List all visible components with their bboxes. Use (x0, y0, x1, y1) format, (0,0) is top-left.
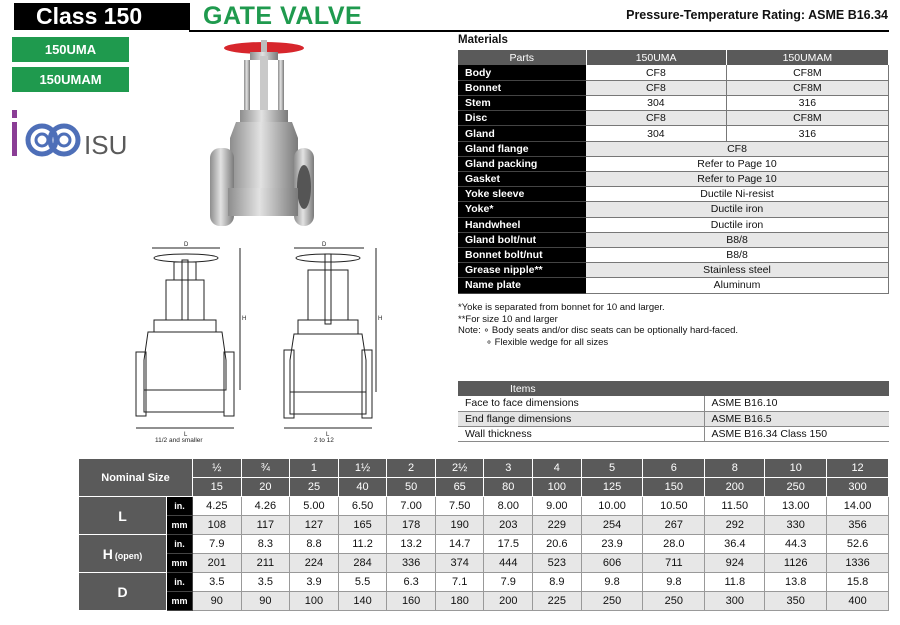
svg-text:ISU: ISU (84, 130, 128, 160)
dim-value-mm: 211 (241, 554, 290, 573)
dim-label-text: D (117, 583, 128, 600)
material-value: Refer to Page 10 (586, 172, 889, 187)
materials-row (458, 80, 889, 95)
material-150uma: CF8 (586, 80, 726, 95)
size-in: 1½ (338, 459, 387, 478)
dim-value-mm: 711 (643, 554, 705, 573)
dim-value-mm: 160 (387, 592, 436, 611)
part-name: Gland bolt/nut (458, 232, 586, 247)
part-name: Bonnet bolt/nut (458, 247, 586, 262)
dim-label-text: L (118, 507, 127, 524)
unit-mm: mm (167, 516, 193, 535)
dim-value-in: 4.25 (193, 497, 242, 516)
size-row-mm (79, 478, 889, 497)
materials-row (458, 156, 889, 171)
dim-value-in: 28.0 (643, 535, 705, 554)
dim-value-mm: 229 (533, 516, 582, 535)
dim-row-mm (79, 516, 889, 535)
standard-value: ASME B16.5 (704, 411, 889, 426)
unit-mm: mm (167, 592, 193, 611)
dim-value-in: 14.00 (827, 497, 889, 516)
dim-label-suffix: (open) (114, 550, 143, 561)
dim-value-mm: 90 (193, 592, 242, 611)
material-value: Ductile iron (586, 217, 889, 232)
col-150uma: 150UMA (586, 50, 726, 65)
material-value: Ductile Ni-resist (586, 187, 889, 202)
model-badge-150uma: 150UMA (12, 37, 129, 62)
size-in: 3 (484, 459, 533, 478)
svg-text:L: L (326, 432, 330, 438)
dim-value-in: 20.6 (533, 535, 582, 554)
size-row-in (79, 459, 889, 478)
dim-value-in: 7.9 (193, 535, 242, 554)
material-value: Refer to Page 10 (586, 156, 889, 171)
note-grease: **For size 10 and larger (458, 313, 558, 325)
part-name: Grease nipple** (458, 263, 586, 278)
material-150umam: CF8M (726, 111, 888, 126)
caption-large-sizes: 2 to 12 (314, 437, 334, 444)
class-label: Class 150 (14, 3, 190, 30)
col-150umam: 150UMAM (726, 50, 888, 65)
dim-value-mm: 374 (435, 554, 484, 573)
svg-text:L: L (184, 432, 188, 438)
materials-row (458, 111, 889, 126)
dim-value-mm: 924 (705, 554, 765, 573)
part-name: Gasket (458, 172, 586, 187)
dim-value-in: 7.9 (484, 573, 533, 592)
dim-value-mm: 203 (484, 516, 533, 535)
standard-value: ASME B16.10 (704, 396, 889, 411)
dim-value-in: 9.8 (581, 573, 643, 592)
items-header: Items (458, 381, 889, 396)
materials-title: Materials (458, 34, 508, 46)
materials-row (458, 202, 889, 217)
dim-value-mm: 180 (435, 592, 484, 611)
dim-value-mm: 606 (581, 554, 643, 573)
dim-value-in: 9.00 (533, 497, 582, 516)
dim-value-mm: 90 (241, 592, 290, 611)
dim-label-text: H (102, 545, 113, 562)
materials-row (458, 96, 889, 111)
dim-value-in: 5.5 (338, 573, 387, 592)
dim-value-in: 3.9 (290, 573, 339, 592)
size-in: 6 (643, 459, 705, 478)
materials-row (458, 172, 889, 187)
size-in: 4 (533, 459, 582, 478)
dim-value-mm: 201 (193, 554, 242, 573)
product-title: GATE VALVE (203, 2, 363, 30)
materials-row (458, 278, 889, 293)
material-150uma: 304 (586, 96, 726, 111)
size-in: 2 (387, 459, 436, 478)
part-name: Gland packing (458, 156, 586, 171)
dim-value-mm: 108 (193, 516, 242, 535)
size-in: 5 (581, 459, 643, 478)
part-name: Gland flange (458, 141, 586, 156)
part-name: Disc (458, 111, 586, 126)
size-mm: 250 (765, 478, 827, 497)
size-in: 1 (290, 459, 339, 478)
materials-row (458, 141, 889, 156)
header-divider (189, 30, 889, 32)
standards-row (458, 411, 889, 426)
material-150umam: 316 (726, 126, 888, 141)
dim-label (79, 535, 167, 573)
size-in: 12 (827, 459, 889, 478)
material-value: Ductile iron (586, 202, 889, 217)
dim-value-mm: 267 (643, 516, 705, 535)
dim-label (79, 497, 167, 535)
materials-row (458, 187, 889, 202)
size-mm: 200 (705, 478, 765, 497)
dim-row-in (79, 573, 889, 592)
isu-logo (8, 102, 148, 162)
material-value: B8/8 (586, 247, 889, 262)
size-mm: 300 (827, 478, 889, 497)
dim-value-in: 8.9 (533, 573, 582, 592)
materials-row (458, 65, 889, 80)
dim-value-mm: 356 (827, 516, 889, 535)
size-in: 8 (705, 459, 765, 478)
dim-value-mm: 250 (643, 592, 705, 611)
dim-value-mm: 336 (387, 554, 436, 573)
dim-value-mm: 140 (338, 592, 387, 611)
standard-item: End flange dimensions (458, 411, 704, 426)
dim-value-mm: 250 (581, 592, 643, 611)
part-name: Yoke sleeve (458, 187, 586, 202)
size-mm: 15 (193, 478, 242, 497)
material-value: Aluminum (586, 278, 889, 293)
materials-row (458, 247, 889, 262)
dim-value-mm: 400 (827, 592, 889, 611)
dim-value-mm: 254 (581, 516, 643, 535)
dim-value-mm: 1336 (827, 554, 889, 573)
dim-value-in: 10.50 (643, 497, 705, 516)
materials-row (458, 217, 889, 232)
material-150uma: CF8 (586, 111, 726, 126)
material-150umam: CF8M (726, 80, 888, 95)
dim-value-in: 13.8 (765, 573, 827, 592)
dim-value-in: 3.5 (241, 573, 290, 592)
dim-value-in: 17.5 (484, 535, 533, 554)
note-hardface: Note: ∘ Body seats and/or disc seats can be optionally hard-faced. (458, 325, 739, 336)
size-mm: 100 (533, 478, 582, 497)
part-name: Gland (458, 126, 586, 141)
dim-value-in: 36.4 (705, 535, 765, 554)
materials-row (458, 126, 889, 141)
dim-value-in: 7.00 (387, 497, 436, 516)
dim-row-in (79, 497, 889, 516)
svg-text:D: D (322, 242, 327, 248)
material-value: CF8 (586, 141, 889, 156)
dim-value-in: 7.50 (435, 497, 484, 516)
dim-value-in: 23.9 (581, 535, 643, 554)
materials-table (458, 50, 889, 294)
dim-value-mm: 225 (533, 592, 582, 611)
dim-value-in: 5.00 (290, 497, 339, 516)
unit-mm: mm (167, 554, 193, 573)
size-mm: 150 (643, 478, 705, 497)
dim-value-in: 8.3 (241, 535, 290, 554)
material-150uma: CF8 (586, 65, 726, 80)
size-in: ¾ (241, 459, 290, 478)
caption-small-sizes: 11/2 and smaller (155, 437, 203, 444)
dim-value-in: 8.00 (484, 497, 533, 516)
nominal-size-label: Nominal Size (79, 459, 193, 497)
dim-value-in: 6.50 (338, 497, 387, 516)
material-150uma: 304 (586, 126, 726, 141)
model-badge-150umam: 150UMAM (12, 67, 129, 92)
dim-value-mm: 127 (290, 516, 339, 535)
pressure-rating: Pressure-Temperature Rating: ASME B16.34 (626, 8, 888, 22)
dim-value-mm: 523 (533, 554, 582, 573)
svg-text:H: H (242, 316, 247, 322)
dim-value-in: 10.00 (581, 497, 643, 516)
dim-value-mm: 300 (705, 592, 765, 611)
size-in: 2½ (435, 459, 484, 478)
dim-value-mm: 100 (290, 592, 339, 611)
dim-value-in: 4.26 (241, 497, 290, 516)
standard-item: Wall thickness (458, 426, 704, 441)
svg-text:H: H (378, 316, 382, 322)
notes (458, 302, 738, 348)
dim-value-mm: 444 (484, 554, 533, 573)
dim-value-in: 15.8 (827, 573, 889, 592)
material-value: Stainless steel (586, 263, 889, 278)
dim-row-mm (79, 592, 889, 611)
unit-in: in. (167, 573, 193, 592)
gate-valve-photo (206, 38, 316, 234)
size-mm: 65 (435, 478, 484, 497)
dim-value-in: 8.8 (290, 535, 339, 554)
part-name: Stem (458, 96, 586, 111)
material-value: B8/8 (586, 232, 889, 247)
note-wedge: ∘ Flexible wedge for all sizes (486, 336, 609, 348)
dim-value-mm: 224 (290, 554, 339, 573)
size-mm: 20 (241, 478, 290, 497)
dim-value-in: 7.1 (435, 573, 484, 592)
valve-drawing-large (282, 240, 382, 445)
dim-row-mm (79, 554, 889, 573)
note-yoke: *Yoke is separated from bonnet for 10 and larger. (458, 302, 665, 313)
dim-value-mm: 330 (765, 516, 827, 535)
dim-value-in: 13.00 (765, 497, 827, 516)
part-name: Yoke* (458, 202, 586, 217)
dim-label (79, 573, 167, 611)
dim-row-in (79, 535, 889, 554)
dim-value-mm: 292 (705, 516, 765, 535)
size-mm: 125 (581, 478, 643, 497)
materials-row (458, 263, 889, 278)
material-150umam: CF8M (726, 65, 888, 80)
standard-value: ASME B16.34 Class 150 (704, 426, 889, 441)
dim-value-in: 14.7 (435, 535, 484, 554)
materials-row (458, 232, 889, 247)
dimensions-table (78, 458, 889, 611)
part-name: Name plate (458, 278, 586, 293)
svg-text:D: D (184, 242, 189, 248)
dim-value-in: 3.5 (193, 573, 242, 592)
dim-value-in: 44.3 (765, 535, 827, 554)
material-150umam: 316 (726, 96, 888, 111)
valve-drawing-small (130, 240, 250, 445)
col-parts: Parts (458, 50, 586, 65)
dim-value-mm: 178 (387, 516, 436, 535)
size-mm: 40 (338, 478, 387, 497)
part-name: Body (458, 65, 586, 80)
part-name: Handwheel (458, 217, 586, 232)
dim-value-in: 11.2 (338, 535, 387, 554)
dim-value-in: 11.50 (705, 497, 765, 516)
dim-value-in: 6.3 (387, 573, 436, 592)
dim-value-mm: 190 (435, 516, 484, 535)
unit-in: in. (167, 497, 193, 516)
dim-value-in: 13.2 (387, 535, 436, 554)
dim-value-mm: 350 (765, 592, 827, 611)
dim-value-in: 9.8 (643, 573, 705, 592)
standards-table (458, 381, 889, 442)
dim-value-mm: 117 (241, 516, 290, 535)
dim-value-mm: 200 (484, 592, 533, 611)
standards-row (458, 396, 889, 411)
dim-value-mm: 284 (338, 554, 387, 573)
size-in: ½ (193, 459, 242, 478)
size-in: 10 (765, 459, 827, 478)
dim-value-mm: 1126 (765, 554, 827, 573)
size-mm: 50 (387, 478, 436, 497)
standards-row (458, 426, 889, 441)
dim-value-in: 11.8 (705, 573, 765, 592)
part-name: Bonnet (458, 80, 586, 95)
size-mm: 80 (484, 478, 533, 497)
size-mm: 25 (290, 478, 339, 497)
dim-value-mm: 165 (338, 516, 387, 535)
unit-in: in. (167, 535, 193, 554)
standard-item: Face to face dimensions (458, 396, 704, 411)
dim-value-in: 52.6 (827, 535, 889, 554)
